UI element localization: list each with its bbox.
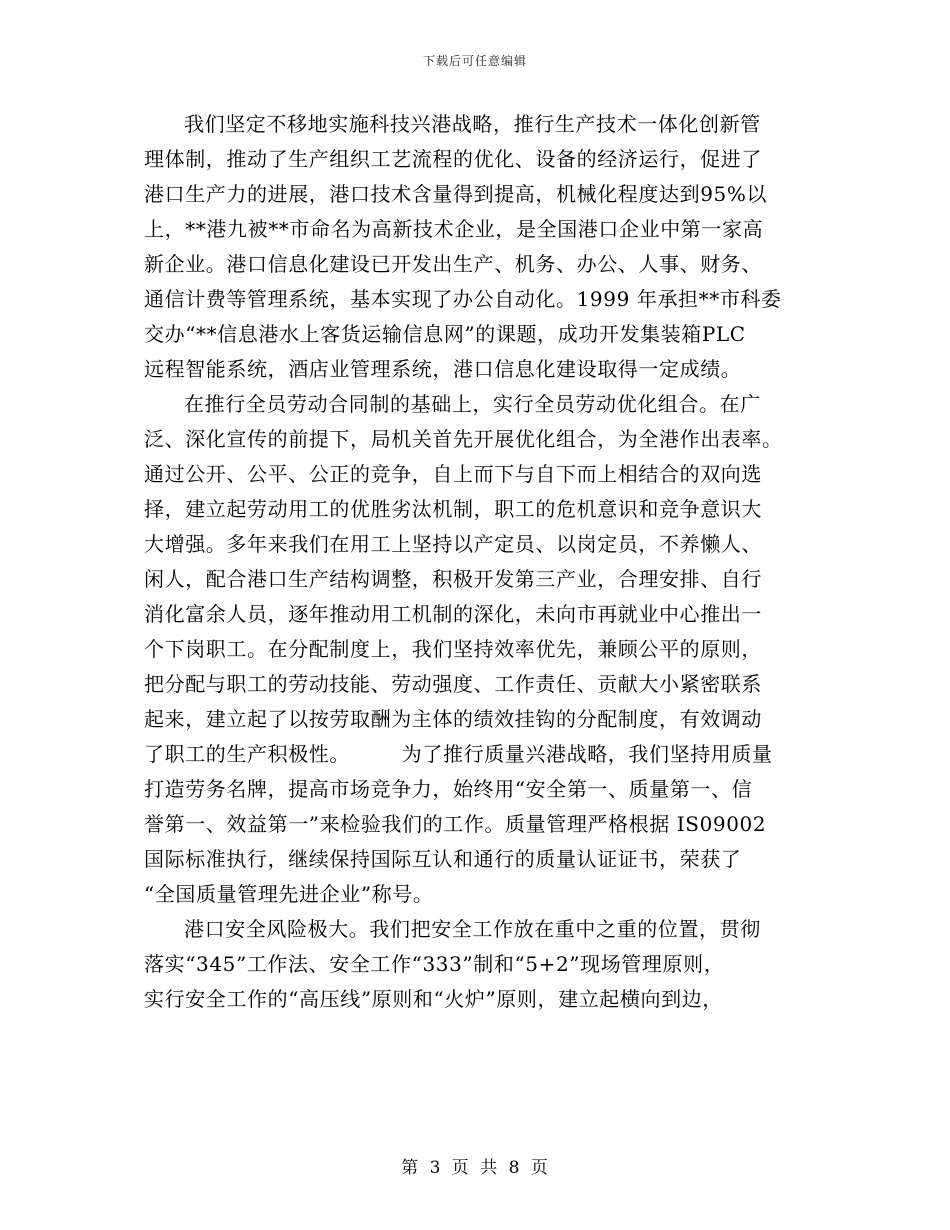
page-header-note: 下载后可任意编辑 <box>422 54 527 68</box>
page-number-footer <box>0 1153 950 1178</box>
paragraph-line: 远程智能系统，酒店业管理系统，港口信息化建设取得一定成绩。 <box>144 357 742 381</box>
paragraph-line: 在推行全员劳动合同制的基础上，实行全员劳动优化组合。在广 <box>184 392 761 416</box>
page-word: 页 <box>451 1158 470 1178</box>
paragraph-line: 个下岗职工。在分配制度上，我们坚持效率优先，兼顾公平的原则， <box>144 637 762 661</box>
paragraph-line: 港口安全风险极大。我们把安全工作放在重中之重的位置，贯彻 <box>184 917 761 941</box>
current-page-number: 3 <box>429 1158 442 1178</box>
paragraph-line: 泛、深化宣传的前提下，局机关首先开展优化组合，为全港作出表率。 <box>144 427 783 451</box>
paragraph-line: 誉第一、效益第一”来检验我们的工作。质量管理严格根据 IS09002 <box>144 812 767 836</box>
paragraph-line: 大增强。多年来我们在用工上坚持以产定员、以岗定员，不养懒人、 <box>144 532 762 556</box>
paragraph-line: 理体制，推动了生产组织工艺流程的优化、设备的经济运行，促进了 <box>144 147 762 171</box>
paragraph-line: 新企业。港口信息化建设已开发出生产、机务、办公、人事、财务、 <box>144 252 762 276</box>
paragraph-line: 落实“345”工作法、安全工作“333”制和“5+2”现场管理原则， <box>144 952 725 976</box>
paragraph-line: 起来，建立起了以按劳取酬为主体的绩效挂钩的分配制度，有效调动 <box>144 707 762 731</box>
paragraph-line: 上，**港九被**市命名为高新技术企业，是全国港口企业中第一家高 <box>144 217 764 241</box>
paragraph-line: 把分配与职工的劳动技能、劳动强度、工作责任、贡献大小紧密联系 <box>144 672 762 696</box>
paragraph-line: 消化富余人员，逐年推动用工机制的深化，未向市再就业中心推出一 <box>144 602 762 626</box>
paragraph-line: 通过公开、公平、公正的竞争，自上而下与自下而上相结合的双向选 <box>144 462 762 486</box>
paragraph-line: 实行安全工作的“高压线”原则和“火炉”原则，建立起横向到边， <box>144 987 723 1011</box>
paragraph-line: 港口生产力的进展，港口技术含量得到提高，机械化程度达到95%以 <box>144 182 768 206</box>
paragraph-line: 了职工的生产积极性。 为了推行质量兴港战略，我们坚持用质量 <box>144 742 773 766</box>
paragraph-line: 国际标准执行，继续保持国际互认和通行的质量认证证书，荣获了 <box>144 847 742 871</box>
total-suffix: 页 <box>530 1158 549 1178</box>
page-prefix: 第 <box>401 1158 420 1178</box>
total-page-count: 8 <box>508 1158 521 1178</box>
paragraph-line: 交办“**信息港水上客货运输信息网”的课题，成功开发集装箱PLC <box>144 322 746 346</box>
paragraph-line: “全国质量管理先进企业”称号。 <box>144 882 434 906</box>
document-body <box>144 107 809 1017</box>
paragraph-line: 闲人，配合港口生产结构调整，积极开发第三产业，合理安排、自行 <box>144 567 762 591</box>
paragraph-line: 我们坚定不移地实施科技兴港战略，推行生产技术一体化创新管 <box>184 112 761 136</box>
total-prefix: 共 <box>480 1158 499 1178</box>
paragraph-line: 打造劳务名牌，提高市场竞争力，始终用“安全第一、质量第一、信 <box>144 777 753 801</box>
paragraph-line: 通信计费等管理系统，基本实现了办公自动化。1999 年承担**市科委 <box>144 287 782 311</box>
paragraph-line: 择，建立起劳动用工的优胜劣汰机制，职工的危机意识和竞争意识大 <box>144 497 762 521</box>
